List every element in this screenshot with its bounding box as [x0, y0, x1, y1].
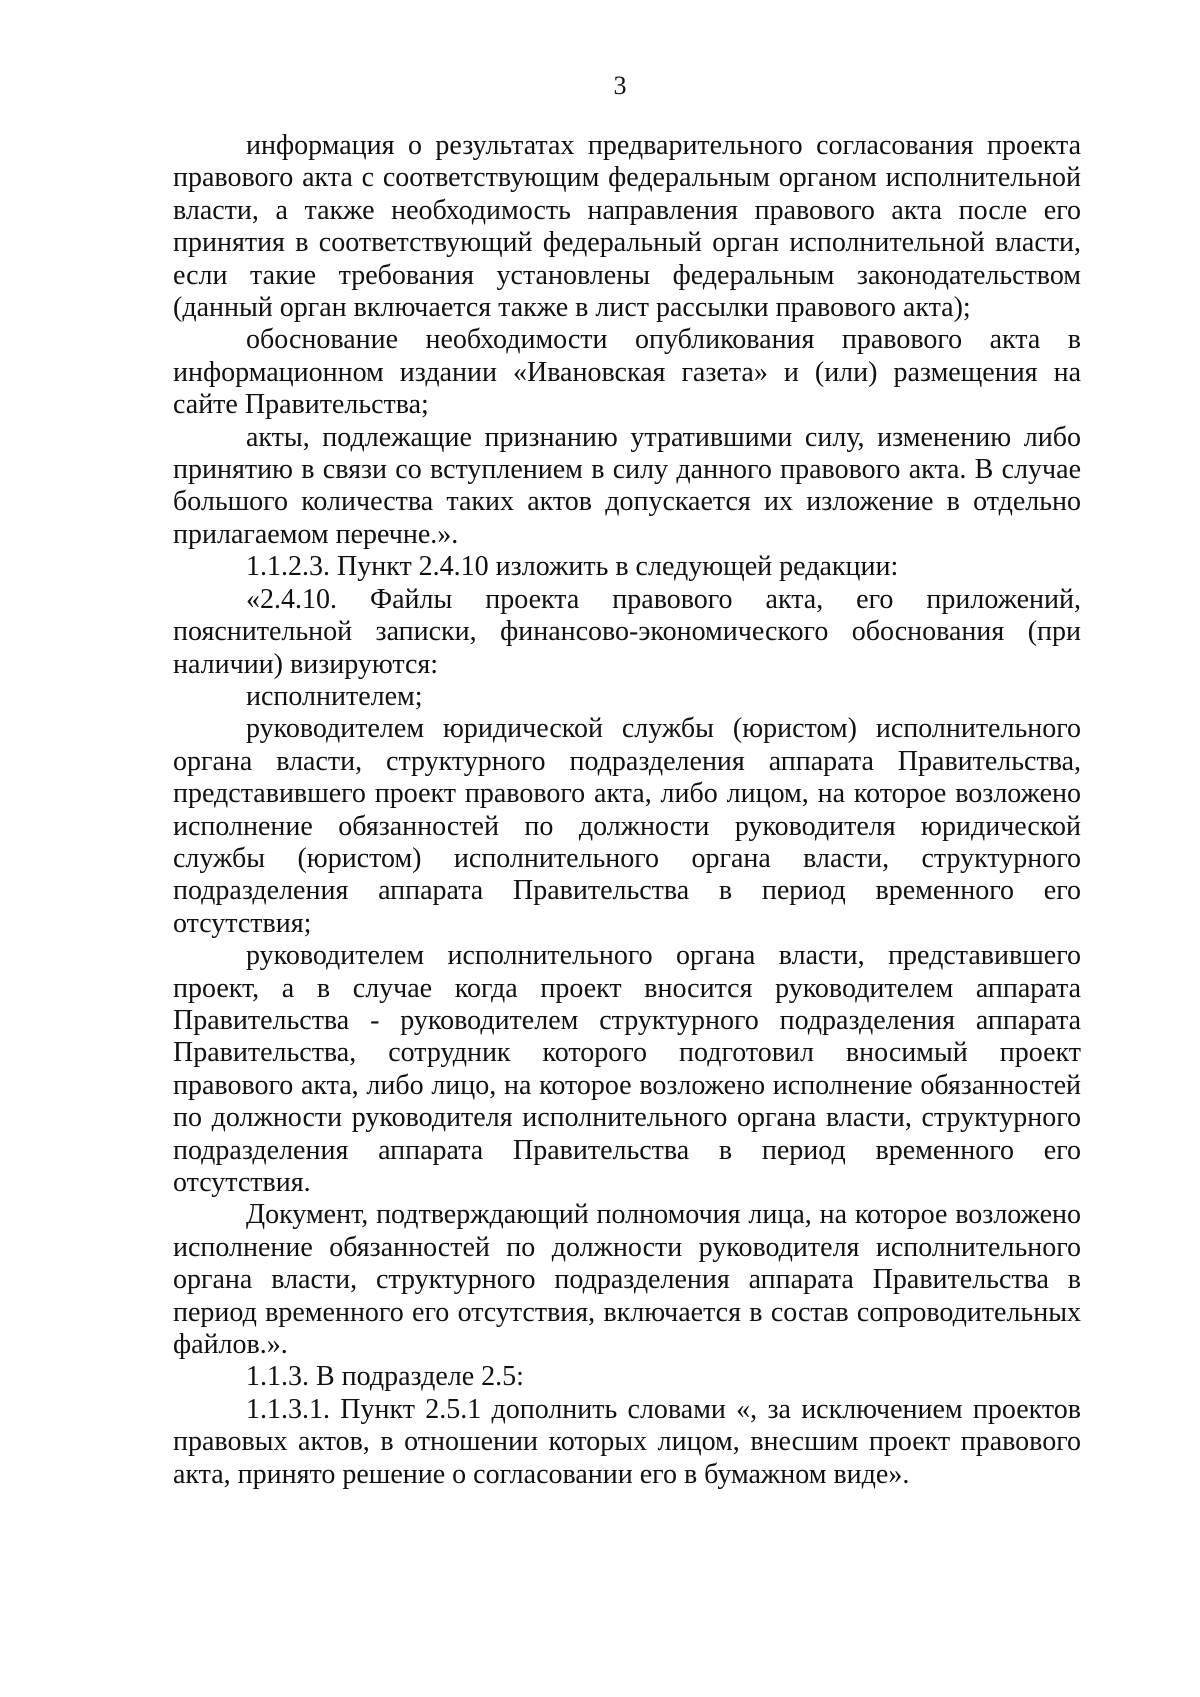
paragraph-clause-1-1-3: 1.1.3. В подразделе 2.5: [246, 1361, 524, 1393]
paragraph-clause-1-1-2-3: 1.1.2.3. Пункт 2.4.10 изложить в следующей редакции: [246, 551, 899, 583]
page-number: 3 [613, 71, 627, 100]
paragraph-executor: исполнителем; [246, 680, 423, 712]
paragraph-authority-document: Документ, подтверждающий полномочия лица, на которое возложено исполнение обязанностей по должности руководителя исполнительного органа власти, структурного подразделения аппарата Правительства в период временного его отсутствия, включается в состав сопроводительных файлов.». [173, 1199, 1081, 1361]
paragraph-body-head: руководителем исполнительного органа власти, представившего проект, а в случае когда проект вносится руководителем аппарата Правительства - руководителем структурного подразделения аппарата Правительства, сотрудник которого подготовил вносимый проект правового акта, либо лицо, на которое возложено исполнение обязанностей по должности руководителя исполнительного органа власти, структурного подразделения аппарата Правительства в период временного его отсутствия. [173, 940, 1081, 1198]
paragraph-info-agreement: информация о результатах предварительного согласования проекта правового акта с соответствующим федеральным органом исполнительной власти, а также необходимость направления правового акта после его принятия в соответствующий федеральный орган исполнительной власти, если такие требования установлены федеральным законодательством (данный орган включается также в лист рассылки правового акта); [173, 130, 1081, 324]
paragraph-legal-head: руководителем юридической службы (юристом) исполнительного органа власти, структурного подразделения аппарата Правительства, представившего проект правового акта, либо лицом, на которое возложено исполнение обязанностей по должности руководителя юридической службы (юристом) исполнительного органа власти, структурного подразделения аппарата Правительства в период временного его отсутствия; [173, 713, 1081, 939]
document-body [173, 130, 1081, 1491]
paragraph-acts-to-repeal: акты, подлежащие признанию утратившими силу, изменению либо принятию в связи со вступлением в силу данного правового акта. В случае большого количества таких актов допускается их изложение в отдельно прилагаемом перечне.». [173, 421, 1081, 550]
paragraph-clause-1-1-3-1: 1.1.3.1. Пункт 2.5.1 дополнить словами «, за исключением проектов правовых актов, в отношении которых лицом, внесшим проект правового акта, принято решение о согласовании его в бумажном виде». [173, 1393, 1081, 1490]
paragraph-publication-justification: обоснование необходимости опубликования правового акта в информационном издании «Ивановская газета» и (или) размещения на сайте Правительства; [173, 324, 1081, 421]
paragraph-clause-2-4-10: «2.4.10. Файлы проекта правового акта, его приложений, пояснительной записки, финансово-экономического обоснования (при наличии) визируются: [173, 583, 1081, 680]
